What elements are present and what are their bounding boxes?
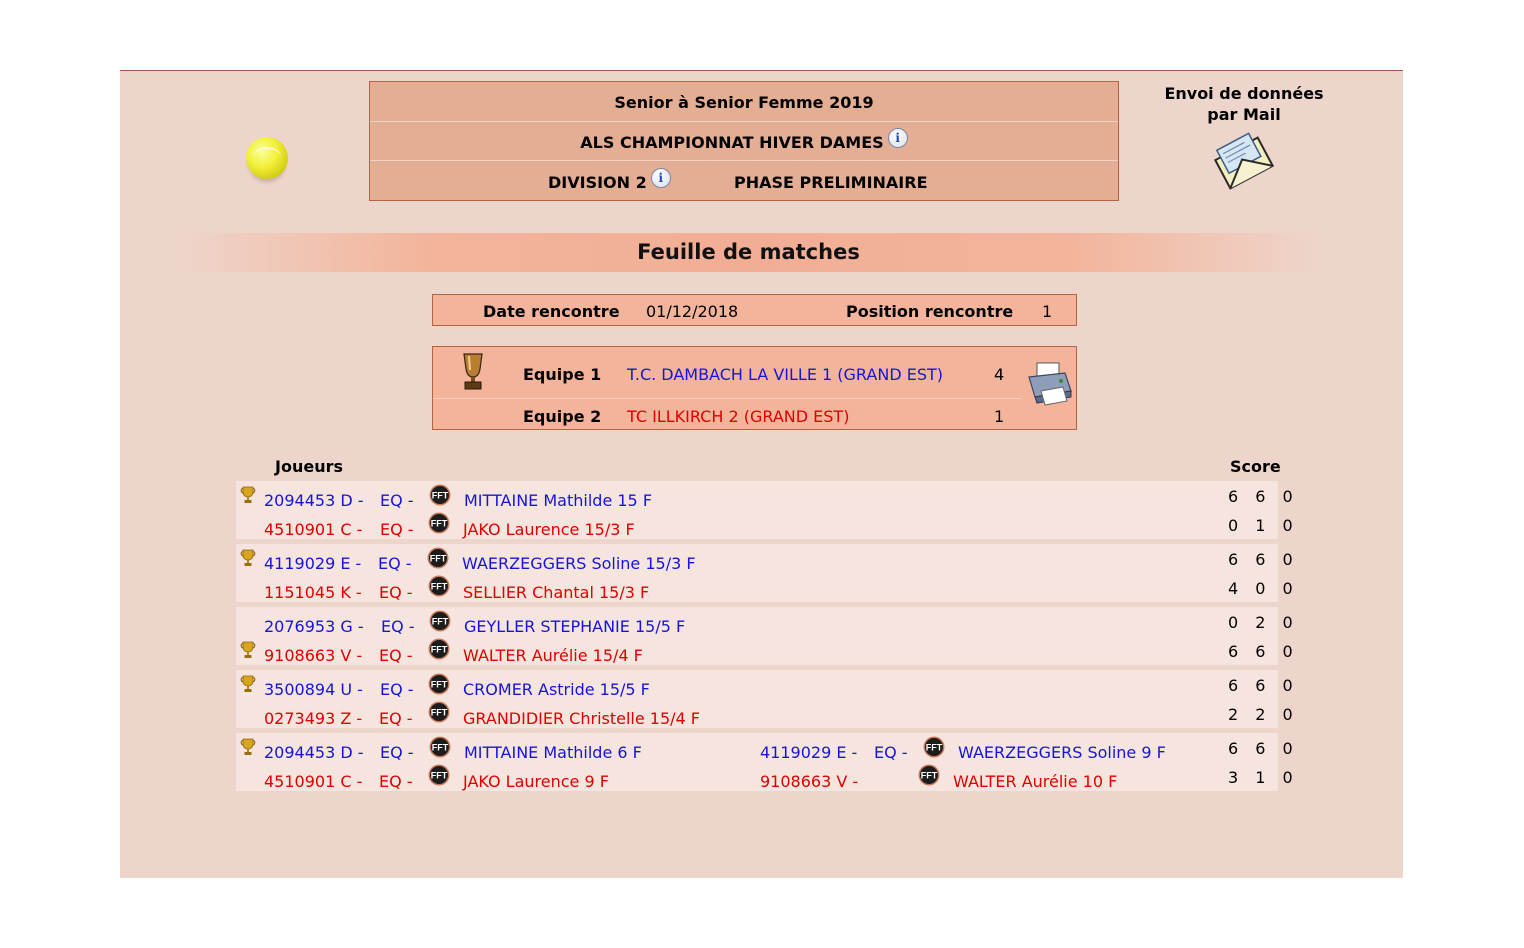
- player-score: 3 1 0: [1228, 768, 1299, 787]
- player-license[interactable]: 4510901 C -: [264, 772, 363, 791]
- partner-name[interactable]: WAERZEGGERS Soline 9 F: [958, 743, 1166, 762]
- team1-score: 4: [994, 365, 1005, 384]
- partner-license[interactable]: 9108663 V -: [760, 772, 859, 791]
- winner-trophy-icon: [240, 549, 256, 567]
- mail-label-line2: par Mail: [1207, 105, 1281, 124]
- fft-logo-icon: [428, 575, 450, 597]
- player-license[interactable]: 9108663 V -: [264, 646, 363, 665]
- meeting-info-box: [432, 294, 1077, 326]
- partner-team: EQ -: [874, 743, 908, 762]
- player-team: EQ -: [380, 491, 414, 510]
- team1-name-link[interactable]: T.C. DAMBACH LA VILLE 1 (GRAND EST): [627, 365, 943, 384]
- player-team: EQ -: [380, 520, 414, 539]
- player-name[interactable]: WAERZEGGERS Soline 15/3 F: [462, 554, 696, 573]
- player-score: 6 6 0: [1228, 550, 1299, 569]
- player-license[interactable]: 4119029 E -: [264, 554, 362, 573]
- competition-category: Senior à Senior Femme 2019: [614, 93, 874, 112]
- player-score: 2 2 0: [1228, 705, 1299, 724]
- section-title: Feuille de matches: [176, 233, 1321, 272]
- player-score: 0 2 0: [1228, 613, 1299, 632]
- team2-name-link[interactable]: TC ILLKIRCH 2 (GRAND EST): [627, 407, 850, 426]
- championship-info-icon[interactable]: i: [888, 128, 908, 148]
- fft-logo-icon: [918, 764, 940, 786]
- player-score: 6 6 0: [1228, 676, 1299, 695]
- players-header: Joueurs: [275, 457, 343, 476]
- position-value: 1: [1042, 302, 1053, 321]
- player-license[interactable]: 3500894 U -: [264, 680, 363, 699]
- division-info-icon[interactable]: i: [651, 168, 671, 188]
- player-team: EQ -: [380, 743, 414, 762]
- winner-trophy-icon: [240, 641, 256, 659]
- winner-trophy-icon: [240, 675, 256, 693]
- player-score: 0 1 0: [1228, 516, 1299, 535]
- fft-logo-icon: [429, 610, 451, 632]
- position-label: Position rencontre: [846, 302, 1014, 321]
- fft-logo-icon: [427, 547, 449, 569]
- match-row-doubles: [236, 733, 1299, 791]
- match-row: [236, 481, 1299, 539]
- fft-logo-icon: [428, 512, 450, 534]
- player-name[interactable]: MITTAINE Mathilde 15 F: [464, 491, 653, 510]
- fft-logo-icon: [428, 764, 450, 786]
- player-score: 6 6 0: [1228, 487, 1299, 506]
- player-team: EQ -: [379, 583, 413, 602]
- division-name: DIVISION 2: [548, 173, 647, 192]
- date-label: Date rencontre: [483, 302, 620, 321]
- mail-envelope-icon[interactable]: [1214, 131, 1274, 191]
- team2-label: Equipe 2: [523, 407, 602, 426]
- mail-send-link[interactable]: [1150, 83, 1338, 125]
- match-row: [236, 607, 1299, 665]
- player-name[interactable]: CROMER Astride 15/5 F: [463, 680, 650, 699]
- player-name[interactable]: JAKO Laurence 9 F: [463, 772, 609, 791]
- fft-logo-icon: [923, 736, 945, 758]
- partner-name[interactable]: WALTER Aurélie 10 F: [953, 772, 1118, 791]
- phase-name: PHASE PRELIMINAIRE: [734, 173, 928, 192]
- player-team: EQ -: [379, 646, 413, 665]
- player-name[interactable]: JAKO Laurence 15/3 F: [463, 520, 635, 539]
- player-license[interactable]: 1151045 K -: [264, 583, 362, 602]
- teams-box: [432, 346, 1077, 430]
- partner-license[interactable]: 4119029 E -: [760, 743, 858, 762]
- winner-cup-icon: [460, 353, 486, 391]
- player-license[interactable]: 2094453 D -: [264, 743, 364, 762]
- player-license[interactable]: 4510901 C -: [264, 520, 363, 539]
- winner-trophy-icon: [240, 486, 256, 504]
- team1-label: Equipe 1: [523, 365, 602, 384]
- player-license[interactable]: 2094453 D -: [264, 491, 364, 510]
- player-team: EQ -: [381, 617, 415, 636]
- mail-label-line1: Envoi de données: [1164, 84, 1324, 103]
- winner-trophy-icon: [240, 738, 256, 756]
- player-team: EQ -: [379, 772, 413, 791]
- competition-header: [369, 81, 1119, 201]
- player-name[interactable]: GRANDIDIER Christelle 15/4 F: [463, 709, 700, 728]
- date-value: 01/12/2018: [646, 302, 739, 321]
- player-team: EQ -: [378, 554, 412, 573]
- division-row: [548, 168, 671, 192]
- player-license[interactable]: 2076953 G -: [264, 617, 364, 636]
- player-license[interactable]: 0273493 Z -: [264, 709, 363, 728]
- score-header: Score: [1230, 457, 1281, 476]
- match-row: [236, 670, 1299, 728]
- player-name[interactable]: WALTER Aurélie 15/4 F: [463, 646, 643, 665]
- team2-score: 1: [994, 407, 1005, 426]
- fft-logo-icon: [429, 736, 451, 758]
- fft-logo-icon: [429, 484, 451, 506]
- player-name[interactable]: GEYLLER STEPHANIE 15/5 F: [464, 617, 686, 636]
- player-score: 4 0 0: [1228, 579, 1299, 598]
- match-row: [236, 544, 1299, 602]
- fft-logo-icon: [428, 673, 450, 695]
- fft-logo-icon: [428, 638, 450, 660]
- fft-logo-icon: [428, 701, 450, 723]
- player-team: EQ -: [379, 709, 413, 728]
- player-score: 6 6 0: [1228, 642, 1299, 661]
- player-name[interactable]: MITTAINE Mathilde 6 F: [464, 743, 642, 762]
- printer-icon[interactable]: [1025, 361, 1073, 407]
- tennis-ball-icon: [246, 137, 288, 179]
- championship-row: [370, 128, 1118, 152]
- player-name[interactable]: SELLIER Chantal 15/3 F: [463, 583, 650, 602]
- player-team: EQ -: [380, 680, 414, 699]
- championship-name: ALS CHAMPIONNAT HIVER DAMES: [580, 133, 884, 152]
- player-score: 6 6 0: [1228, 739, 1299, 758]
